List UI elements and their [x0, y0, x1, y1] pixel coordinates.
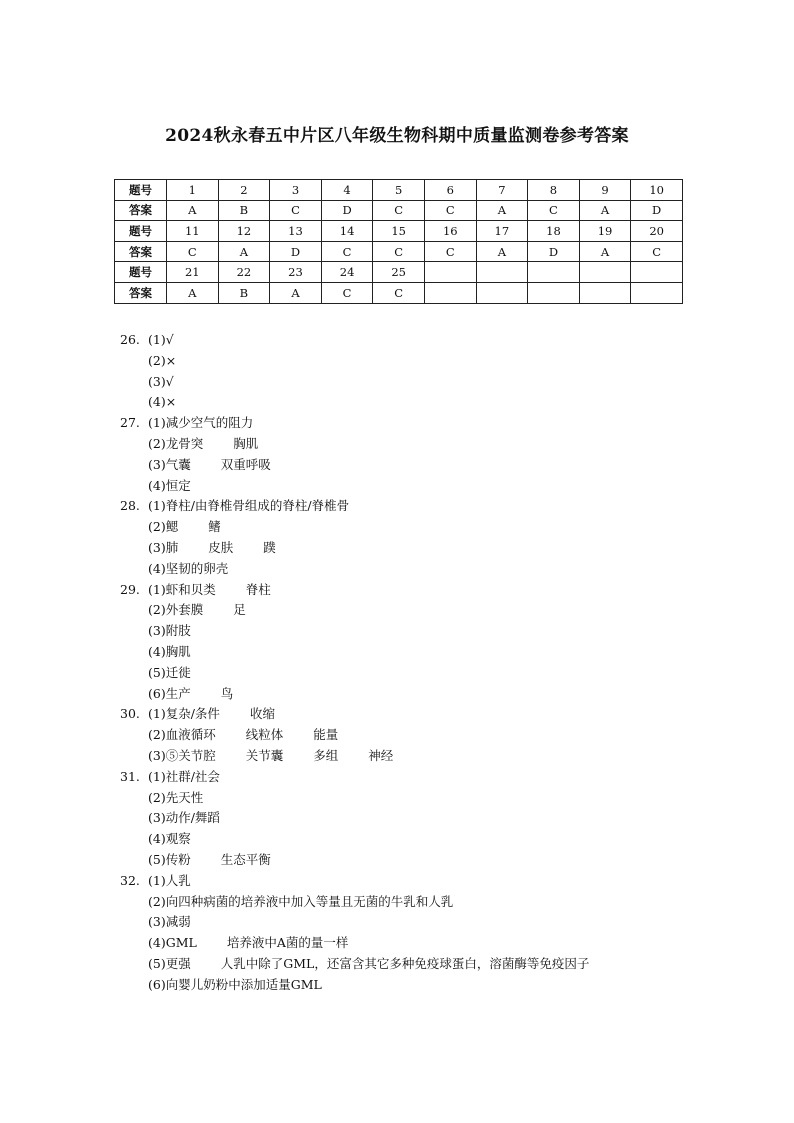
sub-question-label: (5) — [148, 851, 166, 867]
answer-line — [120, 933, 589, 954]
answer-list — [120, 330, 589, 996]
answer-cell: 7 — [476, 180, 528, 201]
answer-cell: A — [218, 241, 270, 262]
answer-cell: 2 — [218, 180, 270, 201]
answer-text: 肺 — [165, 539, 179, 555]
answer-line — [120, 808, 589, 829]
answer-line — [120, 912, 589, 933]
answer-table-row — [115, 262, 683, 283]
answer-line — [120, 600, 589, 621]
answer-line — [120, 850, 589, 871]
sub-question-label: (5) — [148, 955, 166, 971]
question-number: 30. — [120, 706, 140, 722]
question-number: 26. — [120, 332, 140, 347]
answer-text: 人乳 — [165, 872, 191, 888]
row-label-cell: 答案 — [115, 282, 167, 303]
answer-text: √ — [165, 373, 174, 389]
sub-question-label: (1) — [148, 706, 166, 722]
answer-text: 收缩 — [249, 706, 275, 722]
answer-cell: 18 — [528, 221, 580, 242]
answer-line — [120, 372, 589, 393]
answer-text: 动作/舞蹈 — [165, 810, 220, 826]
answer-cell: D — [321, 200, 373, 221]
answer-cell: 15 — [373, 221, 425, 242]
answer-cell — [631, 282, 683, 303]
sub-question-label: (3) — [148, 623, 166, 639]
answer-text: 双重呼吸 — [220, 456, 271, 472]
answer-text: 血液循环 — [165, 727, 216, 743]
sub-question-label: (3) — [148, 456, 166, 472]
answer-cell: C — [424, 200, 476, 221]
sub-question-label: (1) — [148, 872, 166, 888]
answer-cell: C — [373, 200, 425, 221]
answer-text: 减少空气的阻力 — [165, 415, 254, 431]
answer-cell: 3 — [270, 180, 322, 201]
answer-line — [120, 892, 589, 913]
answer-cell: C — [424, 241, 476, 262]
sub-question-label: (3) — [148, 810, 166, 826]
answer-text: 恒定 — [165, 477, 191, 493]
answer-cell: A — [476, 200, 528, 221]
answer-cell: C — [167, 241, 219, 262]
answer-text: 胸肌 — [233, 435, 259, 451]
answer-text: √ — [165, 332, 174, 347]
answer-cell: A — [167, 200, 219, 221]
answer-cell: 9 — [579, 180, 631, 201]
answer-cell: A — [579, 200, 631, 221]
answer-text: 能量 — [313, 727, 339, 743]
answer-line — [120, 392, 589, 413]
answer-cell: D — [631, 200, 683, 221]
answer-cell — [528, 262, 580, 283]
sub-question-label: (4) — [148, 394, 166, 410]
sub-question-label: (3) — [148, 914, 166, 930]
answer-cell: 19 — [579, 221, 631, 242]
answer-cell: C — [373, 241, 425, 262]
answer-text: 外套膜 — [165, 602, 204, 618]
row-label-cell: 题号 — [115, 221, 167, 242]
answer-table-row — [115, 282, 683, 303]
answer-cell — [631, 262, 683, 283]
answer-table-row — [115, 180, 683, 201]
question-number: 29. — [120, 581, 140, 597]
sub-question-label: (4) — [148, 477, 166, 493]
answer-cell: B — [218, 282, 270, 303]
answer-text: 鳍 — [208, 519, 221, 535]
answer-cell: A — [167, 282, 219, 303]
sub-question-label: (4) — [148, 831, 166, 847]
row-label-cell: 答案 — [115, 241, 167, 262]
question-number: 28. — [120, 498, 140, 514]
answer-cell — [476, 282, 528, 303]
row-label-cell: 题号 — [115, 262, 167, 283]
answer-cell: 5 — [373, 180, 425, 201]
sub-question-label: (4) — [148, 560, 166, 576]
answer-line — [120, 330, 589, 351]
answer-text: 培养液中A菌的量一样 — [226, 935, 349, 951]
answer-cell — [424, 262, 476, 283]
sub-question-label: (3) — [148, 539, 166, 555]
answer-text: 虾和贝类 — [165, 581, 216, 597]
answer-text: 观察 — [165, 831, 191, 847]
sub-question-label: (4) — [148, 643, 166, 659]
answer-cell: C — [321, 241, 373, 262]
answer-cell: A — [579, 241, 631, 262]
answer-text: 蹼 — [263, 539, 276, 555]
sub-question-label: (1) — [148, 768, 166, 784]
sub-question-label: (2) — [148, 352, 166, 368]
answer-text: 生产 — [165, 685, 191, 701]
answer-line — [120, 517, 589, 538]
answer-line — [120, 455, 589, 476]
answer-line — [120, 413, 589, 434]
row-label-cell: 答案 — [115, 200, 167, 221]
answer-cell: C — [631, 241, 683, 262]
answer-cell: C — [270, 200, 322, 221]
answer-text: 脊柱/由脊椎骨组成的脊柱/脊椎骨 — [165, 498, 350, 514]
answer-text: 鸟 — [220, 685, 234, 701]
sub-question-label: (2) — [148, 789, 166, 805]
sub-question-label: (5) — [148, 664, 166, 680]
answer-text: 传粉 — [165, 851, 191, 867]
answer-line — [120, 642, 589, 663]
answer-cell: A — [476, 241, 528, 262]
answer-cell: D — [270, 241, 322, 262]
sub-question-label: (2) — [148, 602, 166, 618]
answer-cell: 8 — [528, 180, 580, 201]
answer-text: 多组 — [313, 747, 339, 763]
answer-cell: 22 — [218, 262, 270, 283]
answer-text: 社群/社会 — [165, 768, 220, 784]
answer-text: 龙骨突 — [165, 435, 204, 451]
answer-key-table — [114, 179, 683, 304]
answer-cell: 14 — [321, 221, 373, 242]
answer-text: 迁徙 — [165, 664, 191, 680]
sub-question-label: (3) — [148, 747, 166, 763]
answer-text: 复杂/条件 — [165, 706, 220, 722]
sub-question-label: (4) — [148, 935, 166, 951]
answer-cell: D — [528, 241, 580, 262]
answer-line — [120, 704, 589, 725]
answer-line — [120, 829, 589, 850]
sub-question-label: (6) — [148, 976, 166, 992]
answer-line — [120, 538, 589, 559]
sub-question-label: (1) — [148, 581, 166, 597]
answer-table-row — [115, 200, 683, 221]
sub-question-label: (2) — [148, 435, 166, 451]
answer-cell: 12 — [218, 221, 270, 242]
answer-line — [120, 788, 589, 809]
answer-line — [120, 663, 589, 684]
page-title: 2024秋永春五中片区八年级生物科期中质量监测卷参考答案 — [165, 126, 629, 146]
answer-text: 线粒体 — [245, 727, 284, 743]
sub-question-label: (2) — [148, 519, 166, 535]
answer-cell: 6 — [424, 180, 476, 201]
answer-cell: 20 — [631, 221, 683, 242]
sub-question-label: (1) — [148, 415, 166, 431]
answer-cell: 25 — [373, 262, 425, 283]
answer-cell: 16 — [424, 221, 476, 242]
answer-table-row — [115, 221, 683, 242]
answer-cell: 24 — [321, 262, 373, 283]
answer-cell: 23 — [270, 262, 322, 283]
answer-cell — [579, 262, 631, 283]
answer-cell — [579, 282, 631, 303]
answer-cell: C — [321, 282, 373, 303]
answer-cell: B — [218, 200, 270, 221]
question-number: 31. — [120, 768, 140, 784]
sub-question-label: (6) — [148, 685, 166, 701]
answer-text: 神经 — [368, 747, 394, 763]
answer-line — [120, 725, 589, 746]
answer-table-row — [115, 241, 683, 262]
answer-line — [120, 559, 589, 580]
answer-line — [120, 767, 589, 788]
sub-question-label: (2) — [148, 727, 166, 743]
answer-text: 皮肤 — [208, 539, 234, 555]
answer-line — [120, 580, 589, 601]
answer-text: 附肢 — [165, 623, 191, 639]
answer-cell: 21 — [167, 262, 219, 283]
sub-question-label: (1) — [148, 332, 166, 347]
row-label-cell: 题号 — [115, 180, 167, 201]
answer-cell — [476, 262, 528, 283]
answer-text: 鳃 — [165, 519, 179, 535]
answer-text: 向婴儿奶粉中添加适量GML — [165, 976, 322, 992]
answer-text: 胸肌 — [165, 643, 191, 659]
answer-text: 气囊 — [165, 456, 191, 472]
answer-cell: 11 — [167, 221, 219, 242]
answer-line — [120, 621, 589, 642]
answer-text: ⑤关节腔 — [165, 747, 216, 763]
answer-line — [120, 496, 589, 517]
answer-text: × — [165, 394, 177, 410]
answer-line — [120, 975, 589, 996]
answer-line — [120, 746, 589, 767]
answer-text: 坚韧的卵壳 — [165, 560, 229, 576]
answer-cell: 17 — [476, 221, 528, 242]
answer-text: × — [165, 352, 177, 368]
answer-cell: 10 — [631, 180, 683, 201]
question-number: 27. — [120, 415, 140, 431]
answer-line — [120, 871, 589, 892]
answer-cell: A — [270, 282, 322, 303]
answer-line — [120, 434, 589, 455]
answer-text: 脊柱 — [245, 581, 271, 597]
answer-text: 更强 — [165, 955, 191, 971]
answer-text: 向四种病菌的培养液中加入等量且无菌的牛乳和人乳 — [165, 893, 454, 909]
answer-cell: 13 — [270, 221, 322, 242]
answer-cell: 4 — [321, 180, 373, 201]
answer-text: 足 — [233, 602, 246, 618]
answer-text: 先天性 — [165, 789, 204, 805]
sub-question-label: (3) — [148, 373, 166, 389]
answer-text: 人乳中除了GML，还富含其它多种免疫球蛋白，溶菌酶等免疫因子 — [220, 955, 590, 971]
sub-question-label: (1) — [148, 498, 166, 514]
answer-cell: C — [528, 200, 580, 221]
answer-text: 关节囊 — [245, 747, 284, 763]
sub-question-label: (2) — [148, 893, 166, 909]
answer-line — [120, 476, 589, 497]
answer-cell: C — [373, 282, 425, 303]
answer-cell — [528, 282, 580, 303]
question-number: 32. — [120, 872, 140, 888]
answer-line — [120, 954, 589, 975]
answer-text: 生态平衡 — [220, 851, 271, 867]
answer-cell: 1 — [167, 180, 219, 201]
answer-text: GML — [165, 935, 197, 951]
answer-line — [120, 351, 589, 372]
answer-cell — [424, 282, 476, 303]
answer-line — [120, 684, 589, 705]
answer-text: 减弱 — [165, 914, 191, 930]
